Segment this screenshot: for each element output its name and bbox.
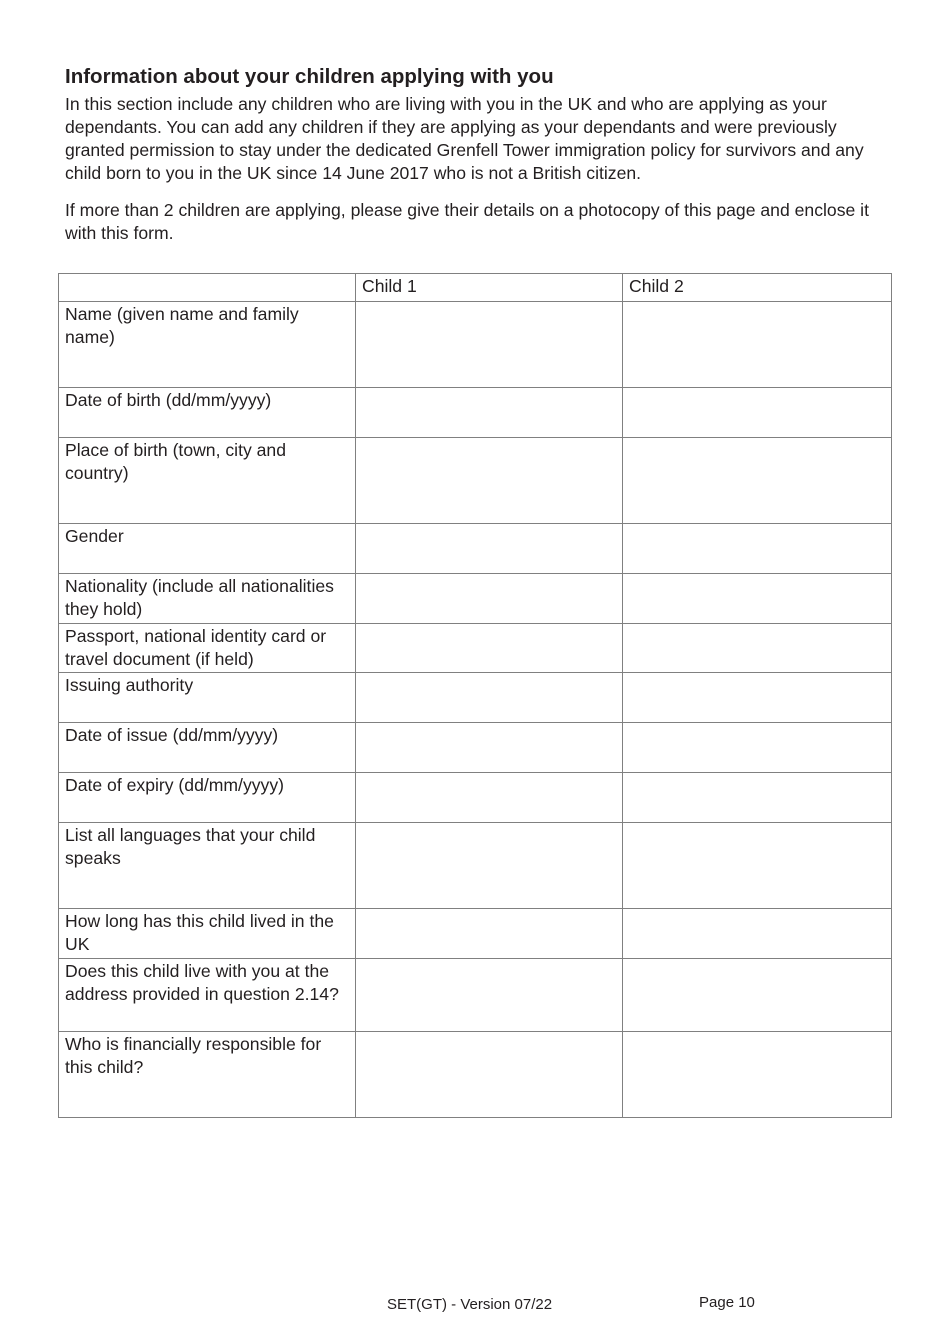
table-row-languages [59, 823, 892, 909]
child-1-date-of-birth-field[interactable] [356, 388, 622, 432]
child-1-nationality-field[interactable] [356, 574, 622, 618]
row-label-date-of-birth: Date of birth (dd/mm/yyyy) [59, 388, 356, 438]
child-2-financially-responsible-field[interactable] [623, 1032, 891, 1076]
child-1-passport-field[interactable] [356, 624, 622, 668]
section-intro: In this section include any children who are living with you in the UK and who are applying as your dependants. You can add any children if they are applying as your dependants and were previously granted permission to stay under the dedicated Grenfell Tower immigration policy for survivors and any child born to you in the UK since 14 June 2017 who is not a British citizen. [65, 94, 864, 183]
children-details-table [58, 273, 892, 1118]
section-note: If more than 2 children are applying, please give their details on a photocopy of this page and enclose it with this form. [65, 200, 869, 243]
child-1-lives-with-you-field[interactable] [356, 959, 622, 1003]
child-1-time-in-uk-field[interactable] [356, 909, 622, 953]
child-2-languages-field[interactable] [623, 823, 891, 867]
child-2-lives-with-you-field[interactable] [623, 959, 891, 1003]
table-row-name [59, 302, 892, 388]
child-2-place-of-birth-field[interactable] [623, 438, 891, 482]
table-row-date-of-expiry [59, 773, 892, 823]
child-1-issuing-authority-field[interactable] [356, 673, 622, 717]
child-2-date-of-expiry-field[interactable] [623, 773, 891, 817]
child-2-gender-field[interactable] [623, 524, 891, 568]
row-label-date-of-issue: Date of issue (dd/mm/yyyy) [59, 723, 356, 773]
child-2-nationality-field[interactable] [623, 574, 891, 618]
row-label-issuing-authority: Issuing authority [59, 673, 356, 723]
row-label-nationality: Nationality (include all nationalities they hold) [59, 574, 356, 624]
form-version: SET(GT) - Version 07/22 [387, 1296, 553, 1313]
child-2-issuing-authority-field[interactable] [623, 673, 891, 717]
table-header-row [59, 274, 892, 302]
table-row-issuing-authority [59, 673, 892, 723]
table-row-date-of-birth [59, 388, 892, 438]
row-label-languages: List all languages that your child speaks [59, 823, 356, 909]
child-2-name-field[interactable] [623, 302, 891, 346]
section-title: Information about your children applying with you [65, 65, 554, 88]
table-row-gender [59, 524, 892, 574]
row-label-financially-responsible: Who is financially responsible for this child? [59, 1032, 356, 1118]
child-1-languages-field[interactable] [356, 823, 622, 867]
table-row-passport [59, 624, 892, 673]
table-corner-cell [59, 274, 356, 302]
column-header-child-1: Child 1 [356, 274, 623, 302]
child-2-passport-field[interactable] [623, 624, 891, 668]
table-row-lives-with-you [59, 959, 892, 1032]
page-number: Page 10 [699, 1294, 755, 1311]
child-1-gender-field[interactable] [356, 524, 622, 568]
table-row-time-in-uk [59, 909, 892, 959]
row-label-time-in-uk: How long has this child lived in the UK [59, 909, 356, 959]
table-row-nationality [59, 574, 892, 624]
child-1-date-of-expiry-field[interactable] [356, 773, 622, 817]
table-row-place-of-birth [59, 438, 892, 524]
table-row-financially-responsible [59, 1032, 892, 1118]
row-label-lives-with-you: Does this child live with you at the address provided in question 2.14? [59, 959, 356, 1032]
row-label-name: Name (given name and family name) [59, 302, 356, 388]
child-2-time-in-uk-field[interactable] [623, 909, 891, 953]
child-2-date-of-issue-field[interactable] [623, 723, 891, 767]
row-label-date-of-expiry: Date of expiry (dd/mm/yyyy) [59, 773, 356, 823]
row-label-passport: Passport, national identity card or travel document (if held) [59, 624, 356, 673]
column-header-child-2: Child 2 [623, 274, 892, 302]
child-1-financially-responsible-field[interactable] [356, 1032, 622, 1076]
row-label-gender: Gender [59, 524, 356, 574]
child-1-name-field[interactable] [356, 302, 622, 346]
child-1-date-of-issue-field[interactable] [356, 723, 622, 767]
row-label-place-of-birth: Place of birth (town, city and country) [59, 438, 356, 524]
child-1-place-of-birth-field[interactable] [356, 438, 622, 482]
child-2-date-of-birth-field[interactable] [623, 388, 891, 432]
table-row-date-of-issue [59, 723, 892, 773]
